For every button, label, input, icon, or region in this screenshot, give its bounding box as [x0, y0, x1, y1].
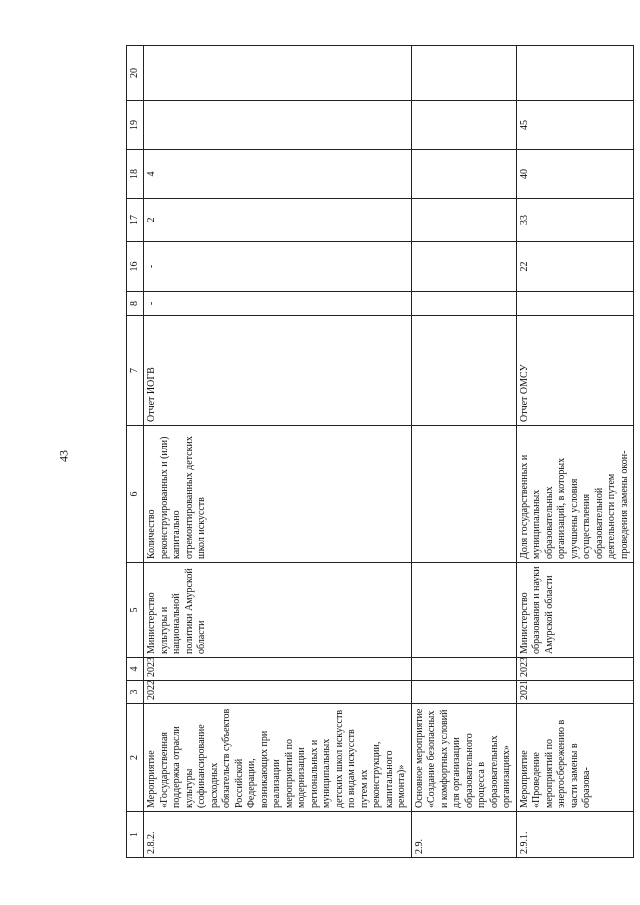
value-col-8	[411, 292, 516, 316]
col-header: 6	[127, 426, 144, 563]
end-year: 2023	[144, 658, 412, 681]
value-col-16	[411, 242, 516, 292]
row-number: 2.8.2.	[144, 812, 412, 858]
row-number: 2.9.	[411, 812, 516, 858]
value-col-19	[411, 101, 516, 150]
col-header: 18	[127, 150, 144, 199]
measures-table	[126, 45, 634, 858]
col-header: 5	[127, 563, 144, 658]
col-header: 19	[127, 101, 144, 150]
rotated-table-container	[126, 46, 630, 858]
value-col-20	[516, 46, 634, 101]
executor	[411, 563, 516, 658]
end-year: 2023	[516, 658, 634, 681]
col-header: 4	[127, 658, 144, 681]
value-col-20	[411, 46, 516, 101]
value-col-16: 22	[516, 242, 634, 292]
value-col-18: 4	[144, 150, 412, 199]
col-header: 8	[127, 292, 144, 316]
col-header: 20	[127, 46, 144, 101]
start-year: 2021	[516, 681, 634, 704]
value-col-18: 40	[516, 150, 634, 199]
value-col-19: 45	[516, 101, 634, 150]
executor: Министерство образования и науки Амурской области	[516, 563, 634, 658]
start-year: 2022	[144, 681, 412, 704]
table-row	[144, 46, 412, 858]
header-row	[127, 46, 144, 858]
data-source: Отчет ИОГВ	[144, 316, 412, 426]
indicator	[411, 426, 516, 563]
col-header: 7	[127, 316, 144, 426]
indicator: Количество реконструированных и (или) капитально отремонтированных детских школ искусств	[144, 426, 412, 563]
measure-name: Основное мероприятие «Создание безопасных и комфортных условий для организации образовательного процесса в образовательных организациях»	[411, 704, 516, 812]
measure-name: Мероприятие «Проведение мероприятий по энергосбережению в части замены в образова-	[516, 704, 634, 812]
value-col-16: -	[144, 242, 412, 292]
row-number: 2.9.1.	[516, 812, 634, 858]
data-source	[411, 316, 516, 426]
indicator: Доля государственных и муниципальных образовательных организаций, в которых улучшены условия осуществления образовательной деятельности путем проведения замены окон-	[516, 426, 634, 563]
value-col-17: 2	[144, 199, 412, 242]
value-col-17	[411, 199, 516, 242]
data-source: Отчет ОМСУ	[516, 316, 634, 426]
value-col-19	[144, 101, 412, 150]
col-header: 2	[127, 704, 144, 812]
col-header: 16	[127, 242, 144, 292]
value-col-8: -	[144, 292, 412, 316]
executor: Министерство культуры и национальной политики Амурской области	[144, 563, 412, 658]
col-header: 3	[127, 681, 144, 704]
measure-name: Мероприятие «Государственная поддержка отрасли культуры (софинансирование расходных обязательств субъектов Российской Федерации, возникающих при реализации мероприятий по модернизации региональных и муниципальных детских школ искусств по видам искусств путем их реконструкции, капитального ремонта)»	[144, 704, 412, 812]
table-row	[516, 46, 634, 858]
value-col-17: 33	[516, 199, 634, 242]
table-row	[411, 46, 516, 858]
value-col-8	[516, 292, 634, 316]
col-header: 17	[127, 199, 144, 242]
col-header: 1	[127, 812, 144, 858]
value-col-20	[144, 46, 412, 101]
end-year	[411, 658, 516, 681]
value-col-18	[411, 150, 516, 199]
start-year	[411, 681, 516, 704]
